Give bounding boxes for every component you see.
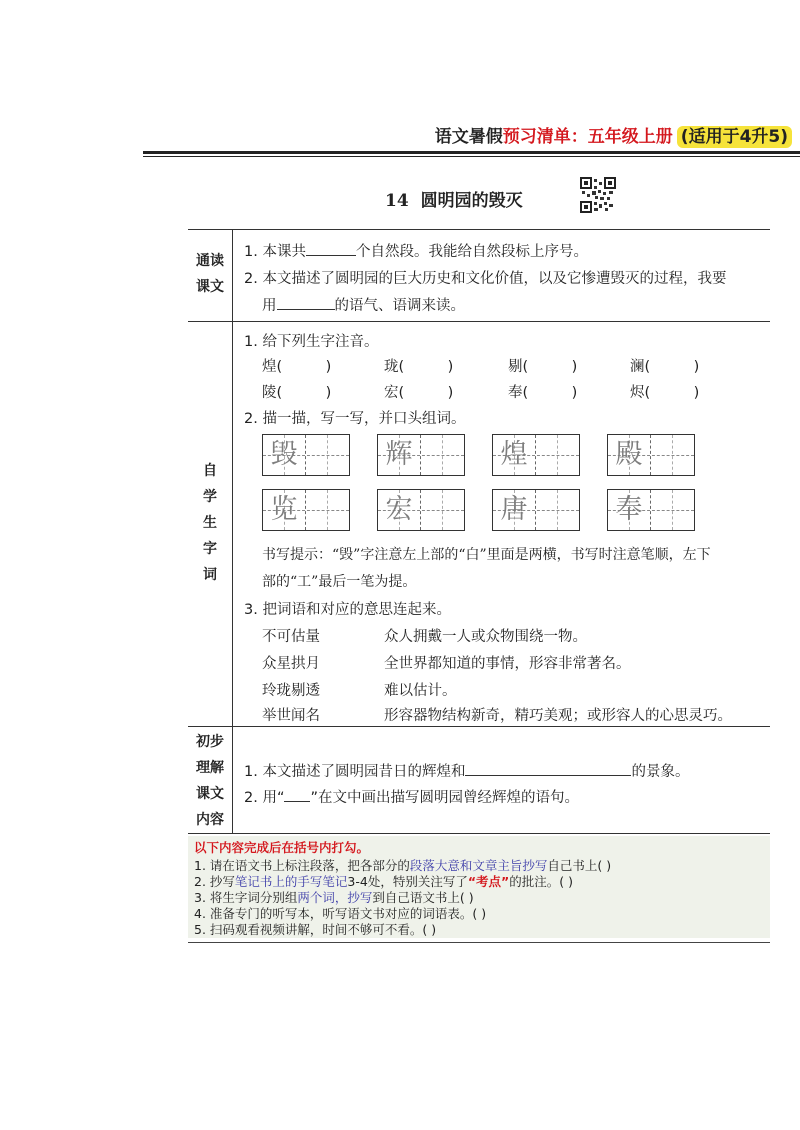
checklist-item[interactable]: 4. 准备专门的听写本，听写语文书对应的词语表。( ) [194, 906, 487, 921]
writing-grid[interactable] [492, 434, 580, 476]
qr-code-icon[interactable] [580, 177, 616, 213]
match-meaning[interactable]: 形容器物结构新奇，精巧美观；或形容人的心思灵巧。 [384, 708, 732, 724]
trace-character: 宏 [385, 494, 413, 525]
writing-grid[interactable] [492, 489, 580, 531]
table-top-border [188, 229, 770, 230]
read-item-2: 2. 本文描述了圆明园的巨大历史和文化价值，以及它惨遭毁灭的过程，我要 [244, 271, 727, 287]
trace-character: 毁 [270, 439, 298, 470]
underline-sample [284, 801, 310, 802]
pinyin-item[interactable]: 珑( ) [384, 359, 454, 375]
match-word[interactable]: 举世闻名 [262, 708, 320, 724]
writing-grid[interactable] [262, 489, 350, 531]
lesson-number: 14 [385, 191, 409, 211]
trace-character: 览 [270, 494, 298, 525]
pinyin-item[interactable]: 煌( ) [262, 359, 332, 375]
match-meaning[interactable]: 难以估计。 [384, 683, 457, 699]
bottom-rule [188, 942, 770, 943]
checklist-box [188, 836, 770, 938]
checklist-item[interactable]: 1. 请在语文书上标注段落，把各部分的段落大意和文章主旨抄写自己书上( ) [194, 858, 612, 873]
match-question: 3. 把词语和对应的意思连起来。 [244, 602, 451, 618]
header-rule-thin [143, 156, 800, 157]
trace-character: 辉 [385, 439, 413, 470]
match-word[interactable]: 玲珑剔透 [262, 683, 320, 699]
section-label-self-study: 自学生字词 [203, 463, 217, 583]
writing-tip-cont: 部的“工”最后一笔为提。 [262, 574, 417, 590]
checklist-item[interactable]: 5. 扫码观看视频讲解，时间不够可不看。( ) [194, 922, 437, 937]
writing-tip: 书写提示：“毁”字注意左上部的“白”里面是两横，书写时注意笔顺，左下 [262, 547, 711, 563]
understand-item-1: 1. 本文描述了圆明园昔日的辉煌和 的景象。 [244, 764, 690, 780]
lesson-name: 圆明园的毁灭 [420, 191, 523, 211]
writing-grid[interactable] [607, 434, 695, 476]
read-item-2-cont: 用 的语气、语调来读。 [262, 298, 465, 314]
pinyin-question: 1. 给下列生字注音。 [244, 334, 379, 350]
trace-character: 唐 [500, 494, 528, 525]
tone-blank[interactable] [277, 309, 335, 310]
trace-question: 2. 描一描，写一写，并口头组词。 [244, 411, 466, 427]
pinyin-item[interactable]: 宏( ) [384, 385, 454, 401]
scene-blank[interactable] [465, 775, 631, 776]
checklist-heading: 以下内容完成后在括号内打勾。 [194, 840, 370, 855]
trace-character: 煌 [500, 439, 528, 470]
read-item-1: 1. 本课共 个自然段。我能给自然段标上序号。 [244, 244, 588, 260]
checklist-item[interactable]: 2. 抄写笔记书上的手写笔记3-4处，特别关注写了“考点”的批注。( ) [194, 874, 574, 889]
match-meaning[interactable]: 全世界都知道的事情，形容非常著名。 [384, 656, 631, 672]
match-word[interactable]: 众星拱月 [262, 656, 320, 672]
section-label-understand: 初步理解课文内容 [196, 734, 224, 828]
pinyin-item[interactable]: 澜( ) [630, 359, 700, 375]
understand-item-2: 2. 用“ ”在文中画出描写圆明园曾经辉煌的语句。 [244, 790, 579, 806]
lesson-title [385, 186, 523, 211]
checklist-item[interactable]: 3. 将生字词分别组两个词，抄写到自己语文书上( ) [194, 890, 474, 905]
grade-badge: (适用于4升5) [677, 126, 792, 148]
worksheet-header [435, 122, 792, 147]
pinyin-item[interactable]: 陵( ) [262, 385, 332, 401]
trace-character: 殿 [615, 439, 643, 470]
writing-grid[interactable] [377, 489, 465, 531]
header-title: 语文暑假 [434, 127, 503, 147]
paragraph-count-blank[interactable] [306, 255, 356, 256]
pinyin-item[interactable]: 奉( ) [508, 385, 578, 401]
writing-grid[interactable] [607, 489, 695, 531]
row-divider [188, 833, 770, 834]
match-meaning[interactable]: 众人拥戴一人或众物围绕一物。 [384, 629, 587, 645]
column-divider [232, 229, 233, 833]
trace-character: 奉 [615, 494, 643, 525]
header-rule [143, 151, 800, 154]
pinyin-item[interactable]: 烬( ) [630, 385, 700, 401]
writing-grid[interactable] [377, 434, 465, 476]
row-divider [188, 321, 770, 322]
section-label-read: 通读课文 [196, 253, 224, 295]
match-word[interactable]: 不可估量 [262, 629, 320, 645]
row-divider [188, 726, 770, 727]
pinyin-item[interactable]: 剔( ) [508, 359, 578, 375]
writing-grid[interactable] [262, 434, 350, 476]
header-subtitle: 预习清单：五年级上册 [502, 127, 673, 147]
